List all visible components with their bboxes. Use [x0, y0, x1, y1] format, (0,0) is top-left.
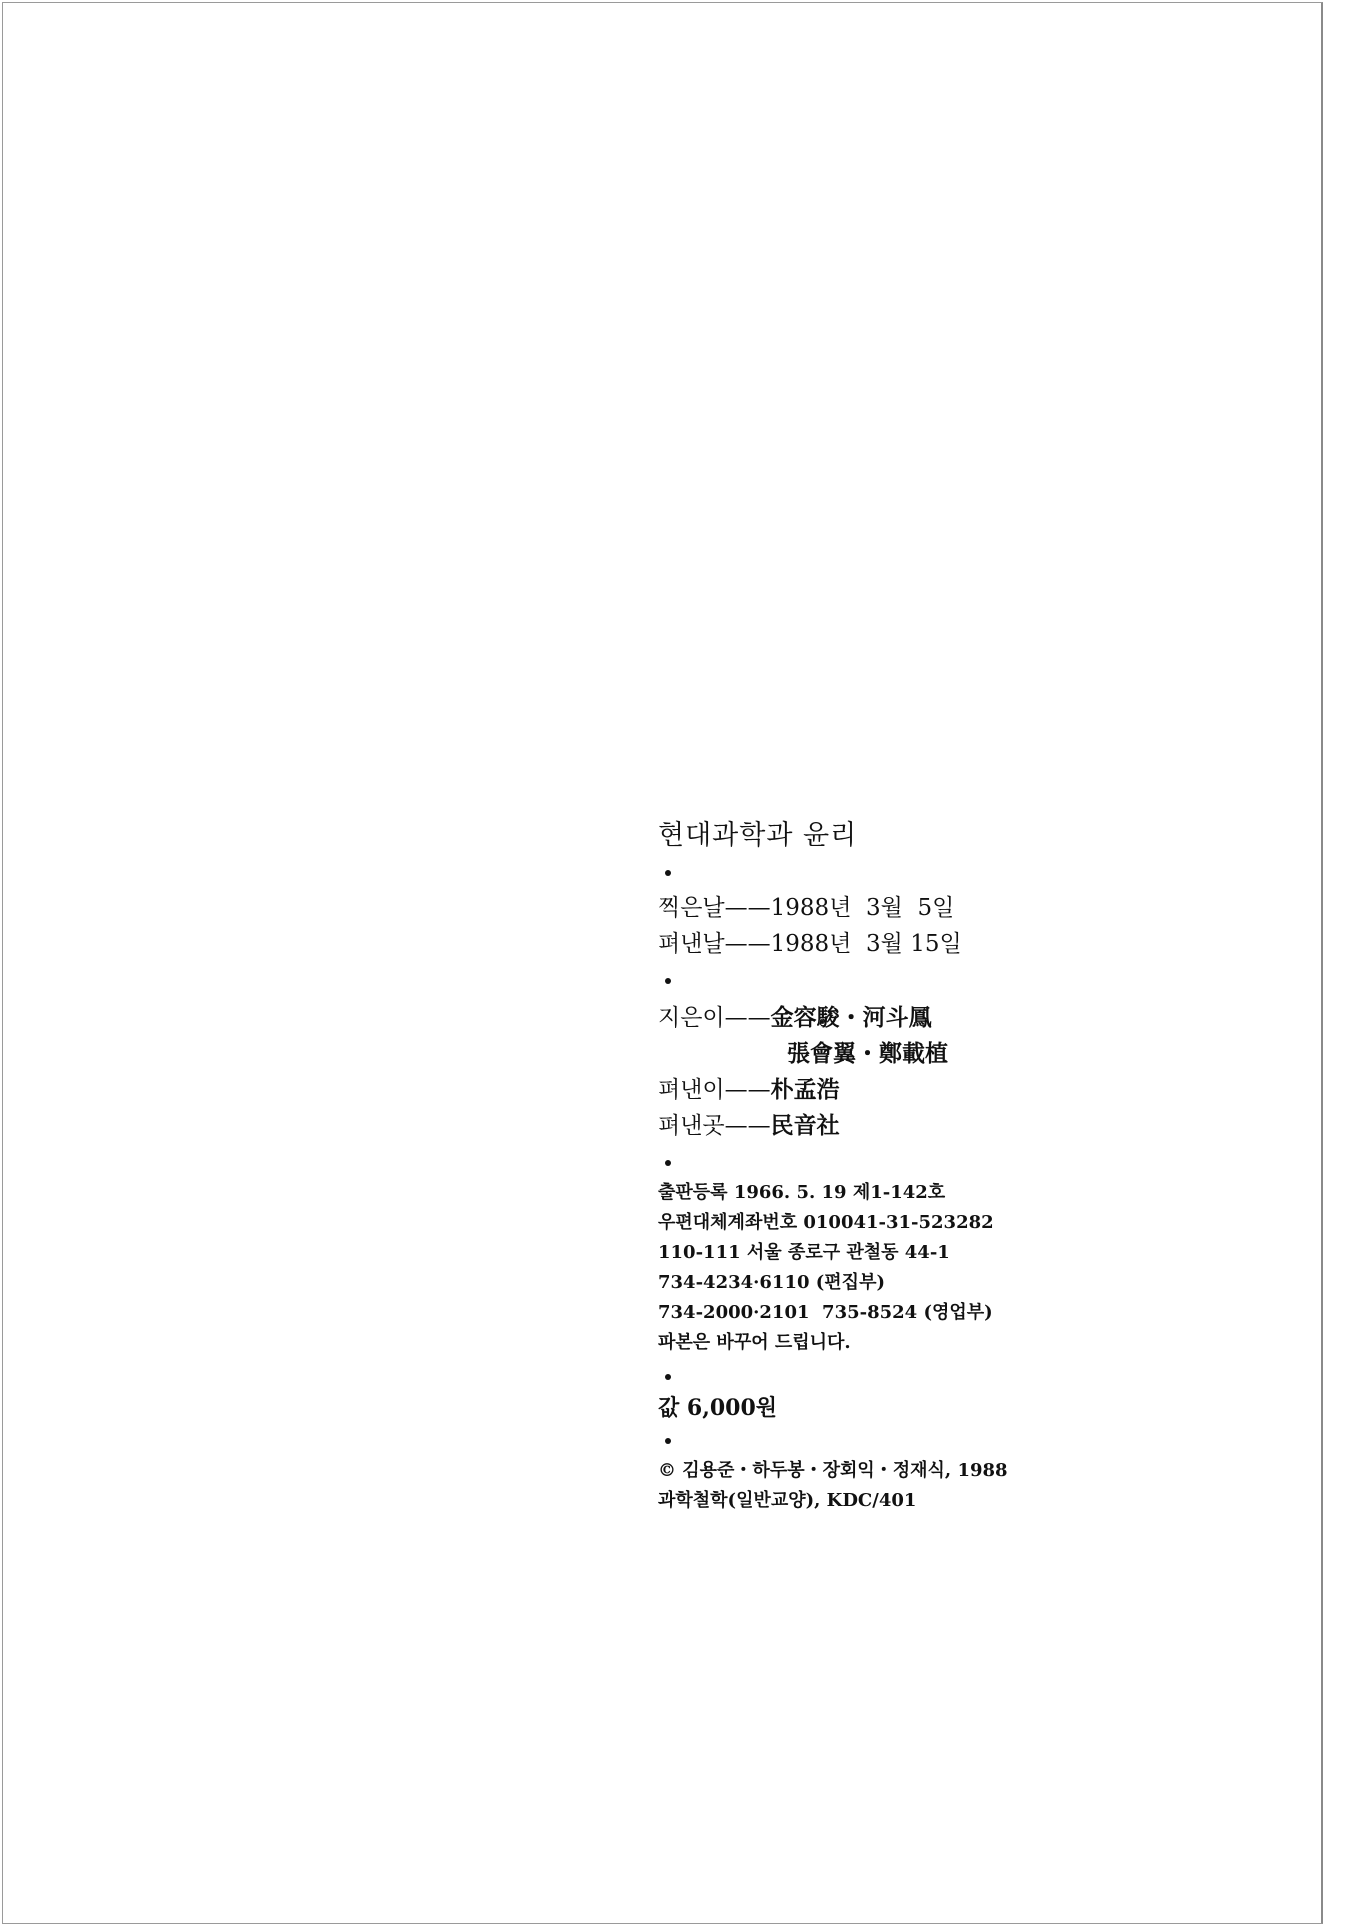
book-title: 현대과학과 윤리 — [658, 820, 858, 851]
sales-phone-line: 734-2000·2101 735-8524 (영업부) — [658, 1302, 993, 1323]
address-line: 110-111 서울 종로구 관철동 44-1 — [658, 1242, 950, 1263]
publish-date-row — [658, 926, 1118, 962]
page-margin — [1323, 0, 1371, 1926]
defect-notice-line: 파본은 바꾸어 드립니다. — [658, 1332, 851, 1353]
publish-date-label: 펴낸날 — [658, 931, 725, 957]
registration-line: 출판등록 1966. 5. 19 제1-142호 — [658, 1182, 946, 1203]
place-row — [658, 1108, 1118, 1144]
print-date-value: 1988년 3월 5일 — [770, 895, 955, 921]
print-date-row — [658, 890, 1118, 926]
place-label: 펴낸곳 — [658, 1113, 725, 1139]
place-dash: —— — [724, 1113, 771, 1139]
classification-line: 과학철학(일반교양), KDC/401 — [658, 1490, 917, 1511]
print-date-label: 찍은날 — [658, 895, 725, 921]
place-value: 民音社 — [770, 1112, 840, 1139]
publish-date-dash: —— — [724, 931, 771, 957]
print-date-dash: —— — [724, 895, 771, 921]
publish-date-value: 1988년 3월 15일 — [770, 931, 962, 957]
authors-line-2: 張會翼・鄭載植 — [787, 1040, 948, 1067]
authors-row-2 — [658, 1036, 1118, 1072]
authors-row — [658, 1000, 1118, 1036]
authors-dash: —— — [724, 1005, 771, 1031]
copyright-line: © 김용준・하두봉・장회익・정재식, 1988 — [658, 1460, 1008, 1481]
publisher-value: 朴孟浩 — [770, 1076, 840, 1103]
editorial-phone-line: 734-4234·6110 (편집부) — [658, 1272, 885, 1293]
authors-label: 지은이 — [658, 1005, 725, 1031]
price: 값 6,000원 — [658, 1395, 778, 1421]
colophon — [658, 818, 1118, 1516]
giro-account-line: 우편대체계좌번호 010041-31-523282 — [658, 1212, 994, 1233]
publisher-label: 펴낸이 — [658, 1077, 725, 1103]
authors-line-1: 金容駿・河斗鳳 — [770, 1004, 932, 1031]
publisher-dash: —— — [724, 1077, 771, 1103]
publisher-row — [658, 1072, 1118, 1108]
